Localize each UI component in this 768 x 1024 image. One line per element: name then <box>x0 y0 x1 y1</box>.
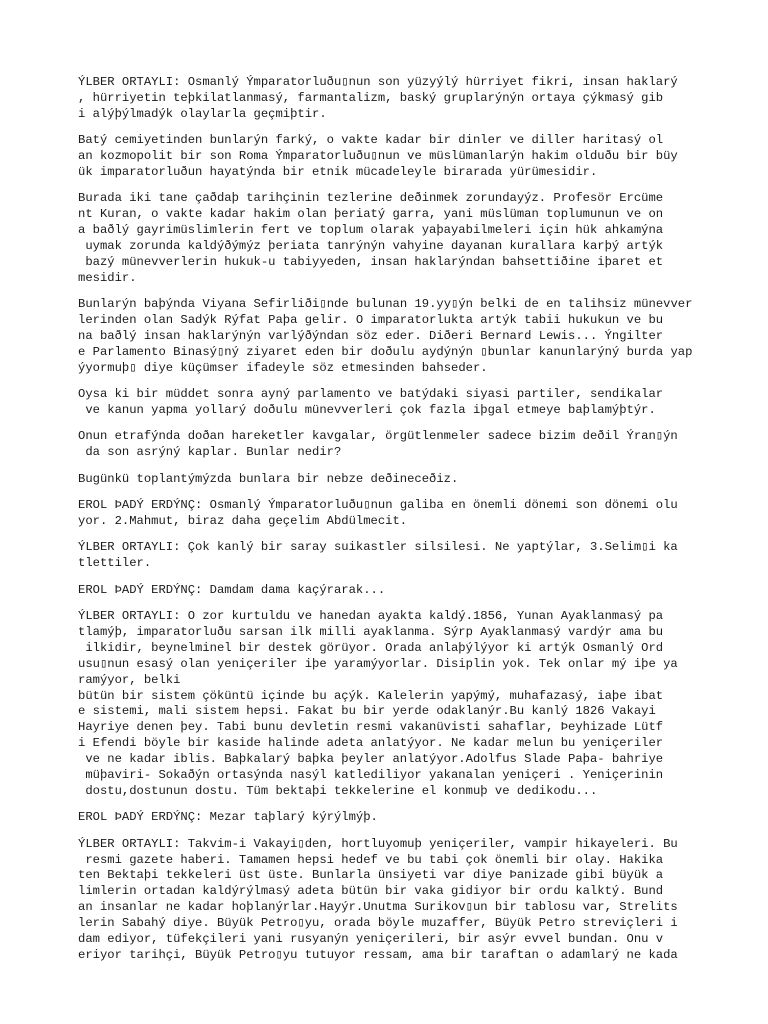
text-line: an kozmopolit bir son Roma Ýmparatorluðu▯nun ve müslümanlarýn hakim olduðu bir büy <box>78 149 678 164</box>
text-line: ramýyor, belki <box>78 672 181 687</box>
text-line: lerin Sabahý diye. Büyük Petro▯yu, orada böyle muzaffer, Büyük Petro streviçleri i <box>78 916 678 931</box>
text-line: tlamýþ, imparatorluðu sarsan ilk milli ayaklanma. Sýrp Ayaklanmasý vardýr ama bu <box>78 624 664 639</box>
document-page <box>78 75 738 974</box>
paragraph <box>78 75 738 123</box>
text-line: bazý münevverlerin hukuk-u tabiyyeden, insan haklarýndan bahsettiðine iþaret et <box>78 254 664 269</box>
text-line: ten Bektaþi tekkeleri üst üste. Bunlarla ünsiyeti var diye Þanizade gibi büyük a <box>78 868 664 883</box>
text-line: a baðlý gayrimüslimlerin fert ve toplum olarak yaþayabilmeleri için hük ahkamýna <box>78 223 664 238</box>
text-line: Batý cemiyetinden bunlarýn farký, o vakte kadar bir dinler ve diller haritasý ol <box>78 133 664 148</box>
text-line: Bugünkü toplantýmýzda bunlara bir nebze deðineceðiz. <box>78 471 459 486</box>
text-line: ük imparatorluðun hayatýnda bir etnik mücadeleyle birarada yürümesidir. <box>78 164 598 179</box>
paragraph <box>78 133 738 181</box>
paragraph <box>78 540 738 572</box>
text-line: ÝLBER ORTAYLI: Osmanlý Ýmparatorluðu▯nun son yüzyýlý hürriyet fikri, insan haklarý <box>78 75 678 89</box>
paragraph <box>78 297 738 376</box>
paragraph <box>78 609 738 800</box>
text-line: i alýþýlmadýk olaylarla geçmiþtir. <box>78 106 327 121</box>
text-line: e sistemi, mali sistem hepsi. Fakat bu bir yerde odaklanýr.Bu kanlý 1826 Vakayi <box>78 704 656 719</box>
text-line: ýyormuþ▯ diye küçümser ifadeyle söz etmesinden bahseder. <box>78 360 488 375</box>
text-line: bütün bir sistem çöküntü içinde bu açýk. Kalelerin yapýmý, muhafazasý, iaþe ibat <box>78 688 664 703</box>
text-line: ÝLBER ORTAYLI: Çok kanlý bir saray suikastler silsilesi. Ne yaptýlar, 3.Selim▯i ka <box>78 540 678 555</box>
text-line: Burada iki tane çaðdaþ tarihçinin tezlerine deðinmek zorundayýz. Profesör Ercüme <box>78 191 664 206</box>
text-line: limlerin ortadan kaldýrýlmasý adeta bütün bir vaka gidiyor bir ordu kalktý. Bund <box>78 884 664 899</box>
text-line: mesidir. <box>78 270 137 285</box>
text-line: EROL ÞADÝ ERDÝNÇ: Mezar taþlarý kýrýlmýþ. <box>78 810 378 825</box>
text-line: Bunlarýn baþýnda Viyana Sefirliði▯nde bulunan 19.yy▯ýn belki de en talihsiz münevver <box>78 297 693 312</box>
text-line: resmi gazete haberi. Tamamen hepsi hedef ve bu tabi çok önemli bir olay. Hakika <box>78 852 664 867</box>
text-line: Hayriye denen þey. Tabi bunu devletin resmi vakanüvisti sahaflar, Þeyhizade Lütf <box>78 720 664 735</box>
text-line: ve kanun yapma yollarý doðulu münevverleri çok fazla iþgal etmeye baþlamýþtýr. <box>78 403 656 418</box>
text-line: na baðlý insan haklarýnýn varlýðýndan söz eder. Diðeri Bernard Lewis... Ýngilter <box>78 328 664 343</box>
text-line: uymak zorunda kaldýðýmýz þeriata tanrýnýn vahyine dayanan kurallara karþý artýk <box>78 239 664 254</box>
text-line: lerinden olan Sadýk Rýfat Paþa gelir. O imparatorlukta artýk tabii hukukun ve bu <box>78 313 664 328</box>
text-line: , hürriyetin teþkilatlanmasý, farmantalizm, baský gruplarýnýn ortaya çýkmasý gib <box>78 90 664 105</box>
text-line: müþaviri- Sokaðýn ortasýnda nasýl katlediliyor yakanalan yeniçeri . Yeniçerinin <box>78 767 664 782</box>
text-line: EROL ÞADÝ ERDÝNÇ: Osmanlý Ýmparatorluðu▯nun galiba en önemli dönemi son dönemi olu <box>78 498 678 513</box>
text-line: EROL ÞADÝ ERDÝNÇ: Damdam dama kaçýrarak... <box>78 582 386 597</box>
text-line: Onun etrafýnda doðan hareketler kavgalar, örgütlenmeler sadece bizim deðil Ýran▯ýn <box>78 429 678 444</box>
paragraph <box>78 583 738 599</box>
text-line: i Efendi böyle bir kaside halinde adeta anlatýyor. Ne kadar melun bu yeniçeriler <box>78 736 664 751</box>
text-line: dam ediyor, tüfekçileri yani rusyanýn yeniçerileri, bir asýr evvel bundan. Onu v <box>78 931 664 946</box>
paragraph <box>78 387 738 419</box>
paragraph <box>78 498 738 530</box>
paragraph <box>78 429 738 461</box>
text-line: an insanlar ne kadar hoþlanýrlar.Hayýr.Unutma Surikov▯un bir tablosu var, Strelits <box>78 900 678 915</box>
paragraph <box>78 472 738 488</box>
text-line: e Parlamento Binasý▯ný ziyaret eden bir doðulu aydýnýn ▯bunlar kanunlarýný burda yap <box>78 344 693 359</box>
paragraph <box>78 810 738 826</box>
text-line: ilkidir, beynelminel bir destek görüyor. Orada anlaþýlýyor ki artýk Osmanlý Ord <box>78 640 664 655</box>
text-line: Oysa ki bir müddet sonra ayný parlamento ve batýdaki siyasi partiler, sendikalar <box>78 387 664 402</box>
text-line: usu▯nun esasý olan yeniçeriler iþe yaramýyorlar. Disiplin yok. Tek onlar mý iþe ya <box>78 656 678 671</box>
text-line: ÝLBER ORTAYLI: Takvim-i Vakayi▯den, hortluyomuþ yeniçeriler, vampir hikayeleri. Bu <box>78 836 678 851</box>
text-line: ÝLBER ORTAYLI: O zor kurtuldu ve hanedan ayakta kaldý.1856, Yunan Ayaklanmasý pa <box>78 609 664 624</box>
text-line: dostu,dostunun dostu. Tüm bektaþi tekkelerine el konmuþ ve dedikodu... <box>78 783 598 798</box>
text-line: eriyor tarihçi, Büyük Petro▯yu tutuyor ressam, ama bir taraftan o adamlarý ne kada <box>78 947 678 962</box>
text-line: nt Kuran, o vakte kadar hakim olan þeriatý garra, yani müslüman toplumunun ve on <box>78 207 664 222</box>
paragraph <box>78 837 738 964</box>
text-line: yor. 2.Mahmut, biraz daha geçelim Abdülmecit. <box>78 513 408 528</box>
text-line: tlettiler. <box>78 556 152 571</box>
text-line: ve ne kadar iblis. Baþkalarý baþka þeyler anlatýyor.Adolfus Slade Paþa- bahriye <box>78 752 664 767</box>
text-line: da son asrýný kaplar. Bunlar nedir? <box>78 445 342 460</box>
paragraph <box>78 191 738 286</box>
